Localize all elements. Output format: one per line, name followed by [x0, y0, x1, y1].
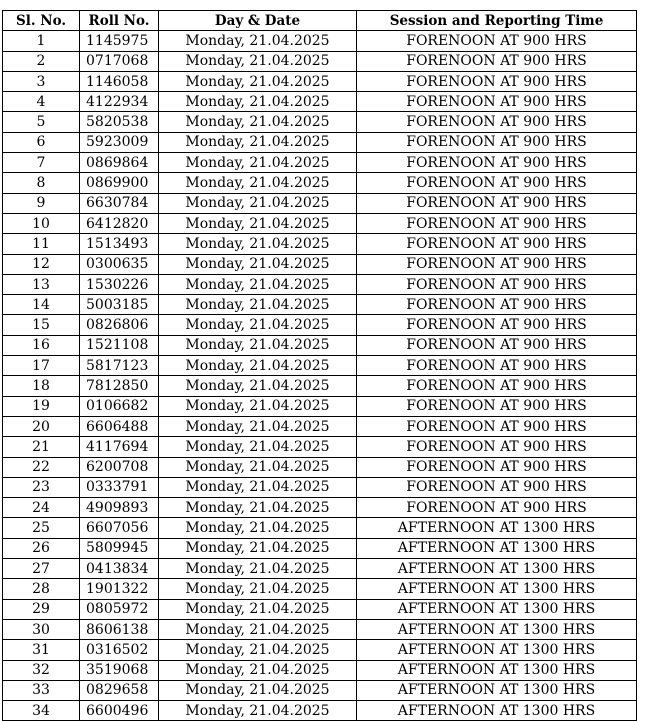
roll-no-cell: 6606488: [80, 416, 159, 436]
table-row: [3, 416, 637, 436]
day-date-cell: Monday, 21.04.2025: [159, 254, 357, 274]
day-date-cell: Monday, 21.04.2025: [159, 51, 357, 71]
session-time-cell: FORENOON AT 900 HRS: [357, 274, 637, 294]
roll-no-cell: 0826806: [80, 315, 159, 335]
serial-no-cell: 27: [3, 559, 80, 579]
session-time-cell: FORENOON AT 900 HRS: [357, 71, 637, 91]
roll-no-cell: 1901322: [80, 579, 159, 599]
session-time-cell: FORENOON AT 900 HRS: [357, 92, 637, 112]
serial-no-cell: 9: [3, 193, 80, 213]
serial-no-cell: 20: [3, 416, 80, 436]
session-time-cell: FORENOON AT 900 HRS: [357, 153, 637, 173]
day-date-cell: Monday, 21.04.2025: [159, 274, 357, 294]
session-time-cell: FORENOON AT 900 HRS: [357, 254, 637, 274]
roll-no-cell: 6630784: [80, 193, 159, 213]
table-row: [3, 356, 637, 376]
roll-no-cell: 1146058: [80, 71, 159, 91]
table-row: [3, 680, 637, 700]
table-row: [3, 31, 637, 51]
schedule-sheet: [2, 10, 636, 721]
roll-no-cell: 4909893: [80, 498, 159, 518]
table-row: [3, 518, 637, 538]
table-row: [3, 295, 637, 315]
day-date-cell: Monday, 21.04.2025: [159, 173, 357, 193]
table-row: [3, 396, 637, 416]
roll-no-cell: 0717068: [80, 51, 159, 71]
serial-no-cell: 23: [3, 477, 80, 497]
session-time-cell: AFTERNOON AT 1300 HRS: [357, 701, 637, 721]
day-date-cell: Monday, 21.04.2025: [159, 619, 357, 639]
serial-no-cell: 16: [3, 335, 80, 355]
serial-no-cell: 19: [3, 396, 80, 416]
session-time-cell: FORENOON AT 900 HRS: [357, 457, 637, 477]
session-time-cell: AFTERNOON AT 1300 HRS: [357, 680, 637, 700]
serial-no-cell: 7: [3, 153, 80, 173]
roll-no-cell: 0869864: [80, 153, 159, 173]
session-time-cell: FORENOON AT 900 HRS: [357, 112, 637, 132]
session-time-cell: FORENOON AT 900 HRS: [357, 335, 637, 355]
session-time-cell: FORENOON AT 900 HRS: [357, 234, 637, 254]
serial-no-cell: 12: [3, 254, 80, 274]
day-date-cell: Monday, 21.04.2025: [159, 559, 357, 579]
table-row: [3, 538, 637, 558]
roll-no-cell: 6607056: [80, 518, 159, 538]
day-date-cell: Monday, 21.04.2025: [159, 640, 357, 660]
day-date-cell: Monday, 21.04.2025: [159, 416, 357, 436]
day-date-cell: Monday, 21.04.2025: [159, 518, 357, 538]
header-session-time: Session and Reporting Time: [357, 11, 637, 31]
day-date-cell: Monday, 21.04.2025: [159, 31, 357, 51]
day-date-cell: Monday, 21.04.2025: [159, 71, 357, 91]
session-time-cell: FORENOON AT 900 HRS: [357, 396, 637, 416]
serial-no-cell: 4: [3, 92, 80, 112]
session-time-cell: FORENOON AT 900 HRS: [357, 193, 637, 213]
table-row: [3, 599, 637, 619]
serial-no-cell: 2: [3, 51, 80, 71]
table-row: [3, 51, 637, 71]
day-date-cell: Monday, 21.04.2025: [159, 193, 357, 213]
day-date-cell: Monday, 21.04.2025: [159, 376, 357, 396]
roll-no-cell: 0300635: [80, 254, 159, 274]
day-date-cell: Monday, 21.04.2025: [159, 579, 357, 599]
session-time-cell: FORENOON AT 900 HRS: [357, 295, 637, 315]
day-date-cell: Monday, 21.04.2025: [159, 153, 357, 173]
roll-no-cell: 7812850: [80, 376, 159, 396]
session-time-cell: AFTERNOON AT 1300 HRS: [357, 559, 637, 579]
table-row: [3, 213, 637, 233]
roll-no-cell: 1521108: [80, 335, 159, 355]
day-date-cell: Monday, 21.04.2025: [159, 92, 357, 112]
table-row: [3, 193, 637, 213]
serial-no-cell: 26: [3, 538, 80, 558]
table-row: [3, 153, 637, 173]
day-date-cell: Monday, 21.04.2025: [159, 132, 357, 152]
roll-no-cell: 0805972: [80, 599, 159, 619]
roll-no-cell: 8606138: [80, 619, 159, 639]
session-time-cell: FORENOON AT 900 HRS: [357, 51, 637, 71]
table-row: [3, 112, 637, 132]
roll-no-cell: 3519068: [80, 660, 159, 680]
table-row: [3, 254, 637, 274]
roll-no-cell: 0413834: [80, 559, 159, 579]
day-date-cell: Monday, 21.04.2025: [159, 701, 357, 721]
serial-no-cell: 13: [3, 274, 80, 294]
table-row: [3, 579, 637, 599]
serial-no-cell: 14: [3, 295, 80, 315]
roll-no-cell: 5809945: [80, 538, 159, 558]
day-date-cell: Monday, 21.04.2025: [159, 457, 357, 477]
table-row: [3, 92, 637, 112]
day-date-cell: Monday, 21.04.2025: [159, 234, 357, 254]
table-row: [3, 132, 637, 152]
table-body: [3, 31, 637, 721]
serial-no-cell: 32: [3, 660, 80, 680]
session-time-cell: AFTERNOON AT 1300 HRS: [357, 640, 637, 660]
table-row: [3, 437, 637, 457]
session-time-cell: AFTERNOON AT 1300 HRS: [357, 660, 637, 680]
table-row: [3, 71, 637, 91]
serial-no-cell: 10: [3, 213, 80, 233]
session-time-cell: FORENOON AT 900 HRS: [357, 356, 637, 376]
table-row: [3, 315, 637, 335]
roll-no-cell: 0106682: [80, 396, 159, 416]
session-time-cell: FORENOON AT 900 HRS: [357, 498, 637, 518]
serial-no-cell: 15: [3, 315, 80, 335]
session-time-cell: AFTERNOON AT 1300 HRS: [357, 599, 637, 619]
roll-no-cell: 6200708: [80, 457, 159, 477]
day-date-cell: Monday, 21.04.2025: [159, 437, 357, 457]
serial-no-cell: 8: [3, 173, 80, 193]
day-date-cell: Monday, 21.04.2025: [159, 599, 357, 619]
serial-no-cell: 30: [3, 619, 80, 639]
roll-no-cell: 1530226: [80, 274, 159, 294]
day-date-cell: Monday, 21.04.2025: [159, 396, 357, 416]
header-day-date: Day & Date: [159, 11, 357, 31]
serial-no-cell: 5: [3, 112, 80, 132]
roll-no-cell: 4122934: [80, 92, 159, 112]
day-date-cell: Monday, 21.04.2025: [159, 538, 357, 558]
session-time-cell: FORENOON AT 900 HRS: [357, 315, 637, 335]
roll-no-cell: 4117694: [80, 437, 159, 457]
table-row: [3, 173, 637, 193]
table-header: [3, 11, 637, 31]
serial-no-cell: 1: [3, 31, 80, 51]
session-time-cell: FORENOON AT 900 HRS: [357, 437, 637, 457]
roll-no-cell: 6600496: [80, 701, 159, 721]
table-row: [3, 274, 637, 294]
table-row: [3, 457, 637, 477]
day-date-cell: Monday, 21.04.2025: [159, 315, 357, 335]
roll-no-cell: 0829658: [80, 680, 159, 700]
day-date-cell: Monday, 21.04.2025: [159, 498, 357, 518]
roll-no-cell: 5923009: [80, 132, 159, 152]
day-date-cell: Monday, 21.04.2025: [159, 356, 357, 376]
roll-no-cell: 0869900: [80, 173, 159, 193]
session-time-cell: AFTERNOON AT 1300 HRS: [357, 538, 637, 558]
serial-no-cell: 31: [3, 640, 80, 660]
session-time-cell: AFTERNOON AT 1300 HRS: [357, 579, 637, 599]
roll-no-cell: 6412820: [80, 213, 159, 233]
table-row: [3, 660, 637, 680]
day-date-cell: Monday, 21.04.2025: [159, 660, 357, 680]
day-date-cell: Monday, 21.04.2025: [159, 680, 357, 700]
schedule-table: [2, 10, 637, 721]
session-time-cell: FORENOON AT 900 HRS: [357, 173, 637, 193]
serial-no-cell: 24: [3, 498, 80, 518]
roll-no-cell: 5817123: [80, 356, 159, 376]
day-date-cell: Monday, 21.04.2025: [159, 477, 357, 497]
serial-no-cell: 11: [3, 234, 80, 254]
table-row: [3, 234, 637, 254]
serial-no-cell: 29: [3, 599, 80, 619]
table-row: [3, 619, 637, 639]
serial-no-cell: 6: [3, 132, 80, 152]
day-date-cell: Monday, 21.04.2025: [159, 295, 357, 315]
roll-no-cell: 0316502: [80, 640, 159, 660]
session-time-cell: AFTERNOON AT 1300 HRS: [357, 619, 637, 639]
header-row: [3, 11, 637, 31]
session-time-cell: FORENOON AT 900 HRS: [357, 376, 637, 396]
session-time-cell: FORENOON AT 900 HRS: [357, 477, 637, 497]
session-time-cell: FORENOON AT 900 HRS: [357, 132, 637, 152]
serial-no-cell: 25: [3, 518, 80, 538]
roll-no-cell: 5003185: [80, 295, 159, 315]
header-roll-no: Roll No.: [80, 11, 159, 31]
roll-no-cell: 1145975: [80, 31, 159, 51]
serial-no-cell: 18: [3, 376, 80, 396]
serial-no-cell: 34: [3, 701, 80, 721]
table-row: [3, 376, 637, 396]
session-time-cell: FORENOON AT 900 HRS: [357, 213, 637, 233]
day-date-cell: Monday, 21.04.2025: [159, 112, 357, 132]
roll-no-cell: 1513493: [80, 234, 159, 254]
table-row: [3, 559, 637, 579]
serial-no-cell: 21: [3, 437, 80, 457]
session-time-cell: FORENOON AT 900 HRS: [357, 31, 637, 51]
serial-no-cell: 22: [3, 457, 80, 477]
table-row: [3, 498, 637, 518]
serial-no-cell: 33: [3, 680, 80, 700]
session-time-cell: FORENOON AT 900 HRS: [357, 416, 637, 436]
table-row: [3, 640, 637, 660]
serial-no-cell: 3: [3, 71, 80, 91]
serial-no-cell: 17: [3, 356, 80, 376]
session-time-cell: AFTERNOON AT 1300 HRS: [357, 518, 637, 538]
roll-no-cell: 0333791: [80, 477, 159, 497]
header-serial-no: Sl. No.: [3, 11, 80, 31]
table-row: [3, 477, 637, 497]
serial-no-cell: 28: [3, 579, 80, 599]
table-row: [3, 335, 637, 355]
day-date-cell: Monday, 21.04.2025: [159, 335, 357, 355]
roll-no-cell: 5820538: [80, 112, 159, 132]
table-row: [3, 701, 637, 721]
day-date-cell: Monday, 21.04.2025: [159, 213, 357, 233]
